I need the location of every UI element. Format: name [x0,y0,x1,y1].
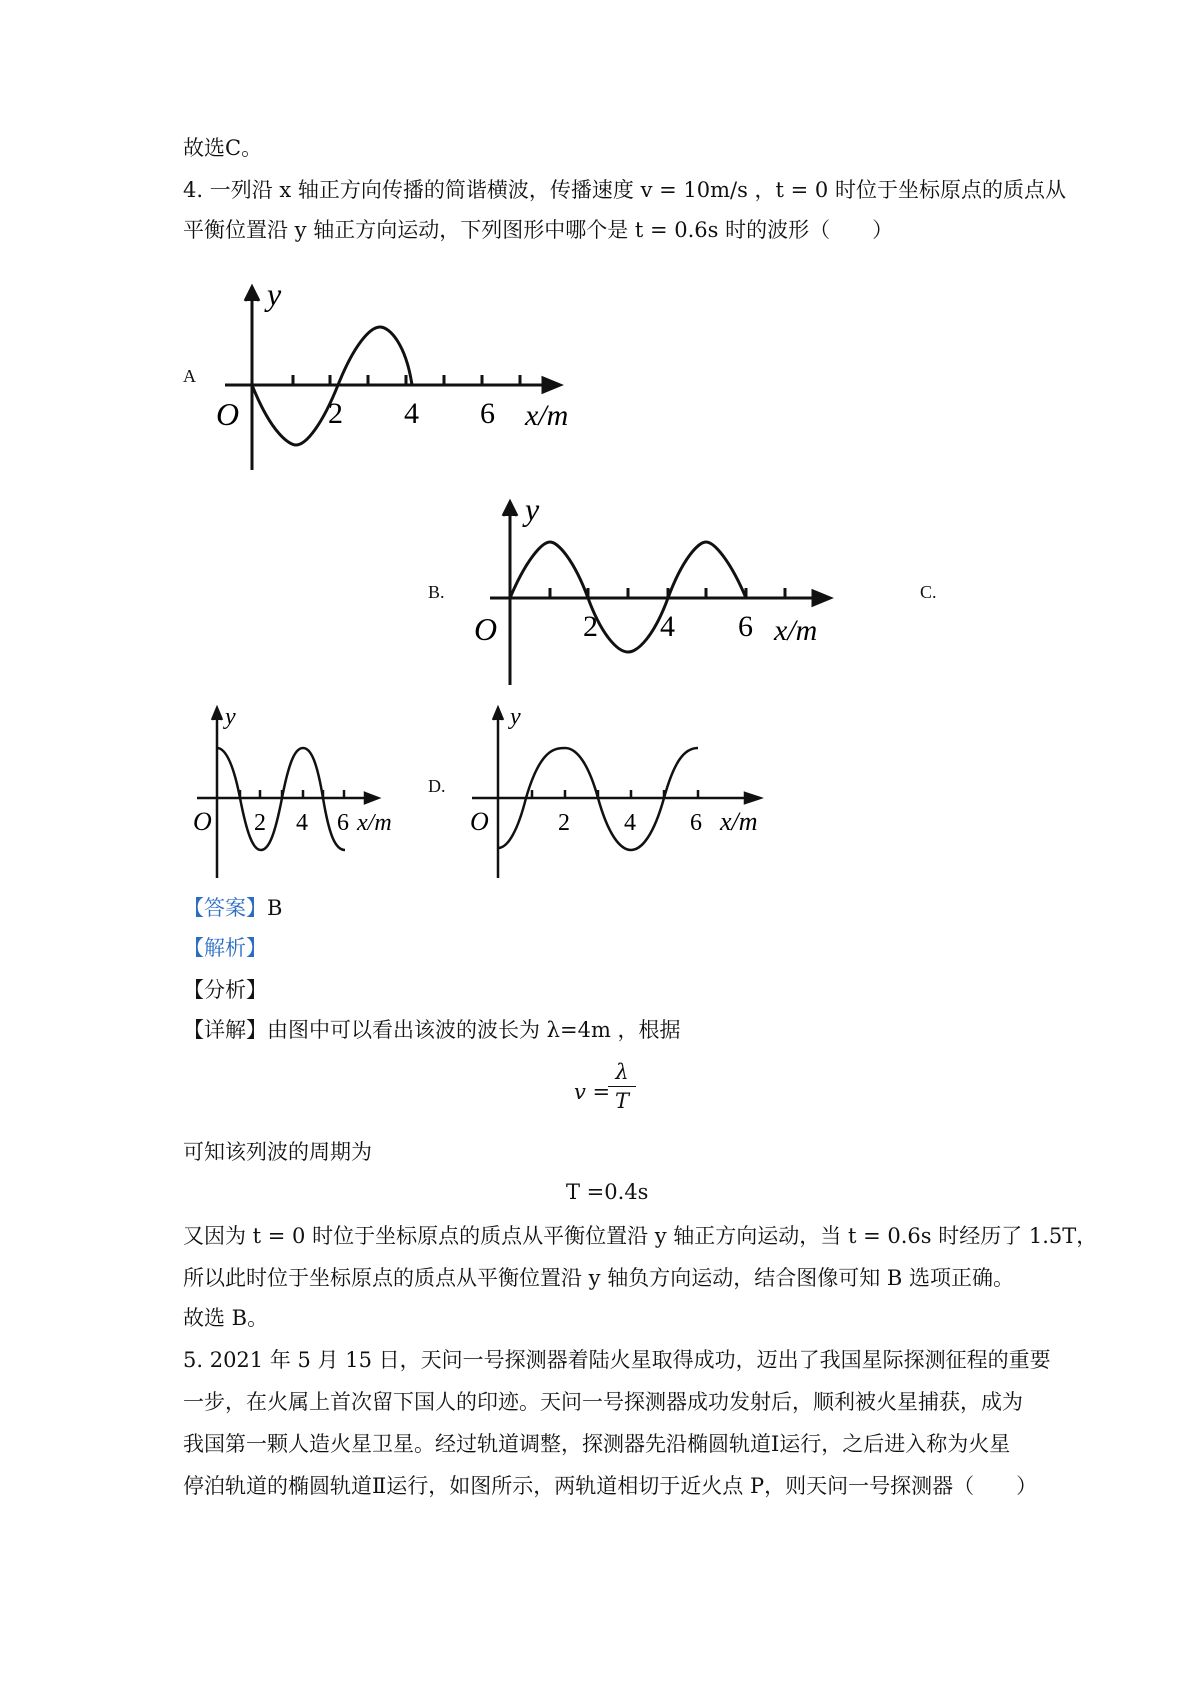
text-line: 故选C。 [183,136,263,160]
graph-b-y-label: y [525,491,540,527]
graph-c-tick-6: 6 [337,810,349,836]
graph-b [460,490,850,690]
option-b-label: B. [428,582,445,602]
graph-c-origin: O [193,807,212,836]
period-line: 可知该列波的周期为 [183,1140,372,1164]
question-5-line-4: 停泊轨道的椭圆轨道Ⅱ运行，如图所示，两轨道相切于近火点 P，则天问一号探测器（ ） [183,1474,1038,1498]
detail-text: 由图中可以看出该波的波长为 λ=4m ，根据 [267,1018,681,1042]
question-4-line-1: 4. 一列沿 x 轴正方向传播的简谐横波，传播速度 v = 10m/s ，t = 0 时位于坐标原点的质点从 [183,178,1066,202]
fenxi-tag: 【分析】 [183,978,267,1002]
graph-a-x-label: x/m [525,399,569,432]
graph-c [185,700,415,880]
equation-1-numerator: λ [615,1060,629,1084]
graph-d [462,700,802,880]
question-4-line-2: 平衡位置沿 y 轴正方向运动，下列图形中哪个是 t = 0.6s 时的波形（ ） [183,218,894,242]
graph-a-tick-4: 4 [404,397,419,430]
graph-d-x-label: x/m [720,807,758,836]
detail-tag: 【详解】 [183,1018,267,1042]
answer-tag: 【答案】 [183,896,267,920]
option-c-label: C. [920,582,937,602]
graph-a-tick-2: 2 [328,397,343,430]
graph-a-tick-6: 6 [480,397,495,430]
equation-1-fraction [608,1060,636,1113]
graph-b-tick-2: 2 [583,610,598,643]
option-d-label: D. [428,776,446,796]
question-5-line-3: 我国第一颗人造火星卫星。经过轨道调整，探测器先沿椭圆轨道Ⅰ运行，之后进入称为火星 [183,1432,1011,1456]
choose-line: 故选 B。 [183,1306,269,1330]
graph-c-tick-4: 4 [296,810,308,836]
equation-2: T =0.4s [566,1180,649,1204]
graph-d-origin: O [470,807,489,836]
option-a-label: A [183,366,196,386]
graph-b-x-label: x/m [774,614,818,647]
graph-a [210,275,590,475]
graph-c-tick-2: 2 [254,810,266,836]
graph-c-y-label: y [225,704,236,730]
question-5-line-1: 5. 2021 年 5 月 15 日，天问一号探测器着陆火星取得成功，迈出了我国星际探测征程的重要 [183,1348,1051,1372]
graph-d-tick-4: 4 [624,810,636,836]
question-5-line-2: 一步，在火属上首次留下国人的印迹。天问一号探测器成功发射后，顺利被火星捕获，成为 [183,1390,1023,1414]
analysis-tag: 【解析】 [183,936,267,960]
graph-b-origin: O [474,611,498,647]
graph-b-tick-4: 4 [660,610,675,643]
because-line: 又因为 t = 0 时位于坐标原点的质点从平衡位置沿 y 轴正方向运动，当 t = 0.6s 时经历了 1.5T， [183,1224,1098,1248]
fraction-bar [608,1086,636,1087]
graph-b-tick-6: 6 [738,610,753,643]
graph-d-tick-2: 2 [558,810,570,836]
graph-a-origin: O [216,396,240,432]
graph-c-x-label: x/m [357,810,392,836]
equation-1-left: v = [574,1080,611,1104]
answer-value: B [267,896,283,920]
equation-1-denominator: T [614,1089,629,1113]
graph-a-y-label: y [267,276,282,312]
graph-d-tick-6: 6 [690,810,702,836]
conclusion-line: 所以此时位于坐标原点的质点从平衡位置沿 y 轴负方向运动，结合图像可知 B 选项正确。 [183,1266,1014,1290]
graph-d-y-label: y [510,704,521,730]
